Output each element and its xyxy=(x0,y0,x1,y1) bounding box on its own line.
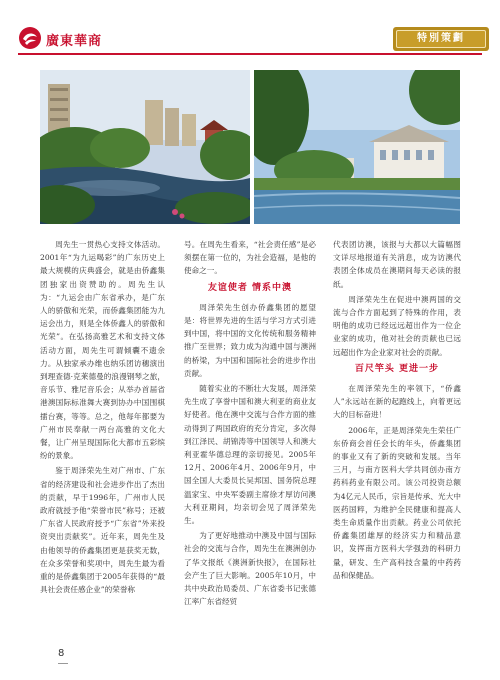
paragraph: 2006年，正是周泽荣先生荣任广东侨商会首任会长的年头，侨鑫集团的事业又有了新的突破和发展。当年三月，与南方医科大学共同创办南方药科药业有限公司。该公司投资总额为4亿元人民币，宗旨是传承、光大中医药国粹，为维护全民健康和提高人类生命质量作出贡献。药业公司依托侨鑫集团雄厚的经济实力和精品意识，发挥南方医科大学强劲的科研力量，研发、生产高科技含量的中药药品和保健品。 xyxy=(333,425,461,580)
article-column-3 xyxy=(333,238,461,584)
footer-divider xyxy=(58,663,68,664)
article-column-2 xyxy=(184,238,316,610)
paragraph: 号。在周先生看来，“社会责任感”是必须摆在第一位的，为社会造福，是他的使命之一。 xyxy=(184,240,316,276)
section-tag-label: 特別策劃 xyxy=(396,30,486,48)
estate-photo-image xyxy=(254,70,460,224)
page-header xyxy=(0,0,500,62)
photo-estate xyxy=(254,70,460,224)
brand-title: 廣東華商 xyxy=(46,34,103,49)
paragraph: 周先生一贯热心支持文体活动。2001年“为九运喝彩”的广东历史上最大规模的庆典盛会，就是由侨鑫集团独家出资赞助的。周先生认为：“九运会由广东省承办，是广东人的骄傲和光荣，而侨鑫集团能为九运会出力，则是全体侨鑫人的骄傲和光荣”。在弘扬高雅艺术和支持文体活动方面，周先生可谓倾囊不遗余力。从独家承办维也纳乐团访穗演出到理查德·克莱德曼的浪漫钢琴之旅，音乐节、雅尼音乐会；从举办首届省港澳国际标准舞大赛到协办中国围棋擂台赛，等等。总之，他每年都要为广州市民奉献一两台高雅的文化大餐，让广州呈现国际化大都市五彩缤纷的景象。 xyxy=(40,240,165,461)
paragraph: 在周泽荣先生的率领下，“侨鑫人”永远站在新的起跑线上，向着更远大的目标奋进！ xyxy=(333,384,461,420)
paragraph: 周泽荣先生创办侨鑫集团的愿望是：将世界先进的生活与学习方式引进到中国，将中国的文化传统和服务精神推广至世界；致力成为沟通中国与澳洲的桥梁，为中国和国际社会的进步作出贡献。 xyxy=(184,302,316,378)
paragraph: 代表团访澳，该报与大都以大篇幅图文详尽地报道有关消息，成为访澳代表团全体成员在澳期间每天必读的报纸。 xyxy=(333,240,461,289)
garden-photo-image xyxy=(40,70,250,224)
section-tag xyxy=(393,27,489,51)
paragraph: 随着实业的不断壮大发展，周泽荣先生成了享誉中国和澳大利亚的商业友好使者。他在澳中交流与合作方面的推动得到了两国政府的充分肯定，多次得到江泽民、胡锦涛等中国领导人和澳大利亚霍华德总理的亲切接见。2005年12月、2006年4月、2006年9月，中国全国人大委员长吴邦国、国务院总理温家宝、中央军委副主席徐才厚访问澳大利亚期间，均亲切会见了周泽荣先生。 xyxy=(184,384,316,526)
section-heading: 百尺竿头 更进一步 xyxy=(354,363,440,374)
paragraph: 鉴于周泽荣先生对广州市、广东省的经济建设和社会进步作出了杰出的贡献，早于1996年，广州市人民政府就授予他“荣誉市民”称号；还被广东省人民政府授予“广东省”外来投资突出贡献奖”。近年来，周先生及由他领导的侨鑫集团更是获奖无数，在众多荣誉和奖项中，周先生最为看重的是侨鑫集团于2005年获得的“最具社会责任感企业”的荣誉称 xyxy=(40,466,165,595)
header-divider xyxy=(18,53,482,55)
paragraph: 为了更好地推动中澳及中国与国际社会的交流与合作，周先生在澳洲创办了华文报纸《澳洲新快报》，在国际社会产生了巨大影响。2005年10月，中共中央政治局委员、广东省委书记张德江率广东省经贸 xyxy=(184,531,316,607)
page-number: 8 xyxy=(58,648,65,659)
brand-logo-icon xyxy=(18,26,42,50)
paragraph: 周泽荣先生在促进中澳两国的交流与合作方面起到了特殊的作用，表明他的成功已经远远超出作为一位企业家的成功，他对社会的贡献也已远远超出作为企业家对社会的贡献。 xyxy=(333,294,461,357)
section-heading: 友谊使者 情系中澳 xyxy=(207,282,293,293)
article-column-1 xyxy=(40,238,165,598)
photo-garden xyxy=(40,70,250,224)
